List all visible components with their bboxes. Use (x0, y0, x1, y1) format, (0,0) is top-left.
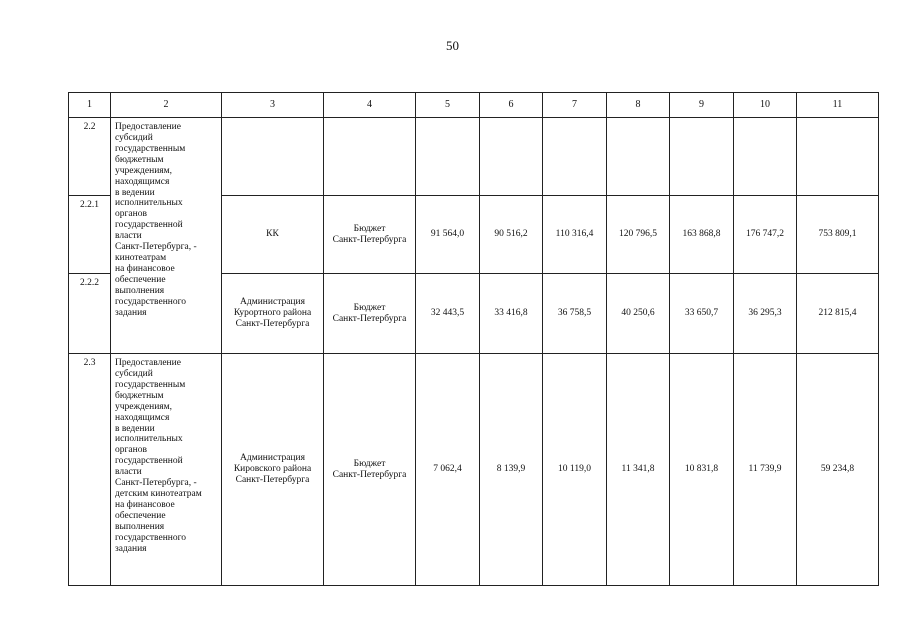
executor-cell: Администрация Кировского района Санкт-Петербурга (222, 354, 324, 586)
header-cell: 7 (543, 93, 607, 118)
value-cell: 40 250,6 (607, 274, 670, 354)
row-number: 2.2 (69, 118, 111, 196)
header-cell: 4 (324, 93, 416, 118)
value-cell: 120 796,5 (607, 196, 670, 274)
value-cell: 33 416,8 (480, 274, 543, 354)
empty-cell (324, 118, 416, 196)
header-cell: 1 (69, 93, 111, 118)
header-cell: 5 (416, 93, 480, 118)
header-cell: 3 (222, 93, 324, 118)
funding-source-cell: Бюджет Санкт-Петербурга (324, 196, 416, 274)
row-number: 2.2.2 (69, 274, 111, 354)
value-cell: 11 739,9 (734, 354, 797, 586)
value-cell: 36 295,3 (734, 274, 797, 354)
value-cell: 11 341,8 (607, 354, 670, 586)
measure-description: Предоставление субсидий государственным бюджетным учреждениям, находящимся в ведении исполнительных органов государственной власти Санкт-Петербурга, - кинотеатрам на финансовое обеспечение выполнения государственного задания (111, 118, 222, 354)
empty-cell (607, 118, 670, 196)
total-cell: 753 809,1 (797, 196, 879, 274)
empty-cell (543, 118, 607, 196)
empty-cell (734, 118, 797, 196)
value-cell: 91 564,0 (416, 196, 480, 274)
empty-cell (480, 118, 543, 196)
value-cell: 10 119,0 (543, 354, 607, 586)
value-cell: 90 516,2 (480, 196, 543, 274)
value-cell: 176 747,2 (734, 196, 797, 274)
value-cell: 163 868,8 (670, 196, 734, 274)
header-cell: 10 (734, 93, 797, 118)
header-cell: 6 (480, 93, 543, 118)
measure-description: Предоставление субсидий государственным бюджетным учреждениям, находящимся в ведении исполнительных органов государственной власти Санкт-Петербурга, - детским кинотеатрам на финансовое обеспечение выполнения государственного задания (111, 354, 222, 586)
header-cell: 9 (670, 93, 734, 118)
empty-cell (670, 118, 734, 196)
executor-cell: Администрация Курортного района Санкт-Петербурга (222, 274, 324, 354)
value-cell: 10 831,8 (670, 354, 734, 586)
empty-cell (797, 118, 879, 196)
value-cell: 110 316,4 (543, 196, 607, 274)
table-header-row (69, 93, 879, 118)
page-number: 50 (446, 38, 459, 53)
table-row (69, 354, 879, 586)
value-cell: 36 758,5 (543, 274, 607, 354)
budget-table (68, 92, 879, 586)
value-cell: 8 139,9 (480, 354, 543, 586)
total-cell: 59 234,8 (797, 354, 879, 586)
header-cell: 8 (607, 93, 670, 118)
funding-source-cell: Бюджет Санкт-Петербурга (324, 274, 416, 354)
value-cell: 7 062,4 (416, 354, 480, 586)
total-cell: 212 815,4 (797, 274, 879, 354)
header-cell: 11 (797, 93, 879, 118)
row-number: 2.3 (69, 354, 111, 586)
funding-source-cell: Бюджет Санкт-Петербурга (324, 354, 416, 586)
header-cell: 2 (111, 93, 222, 118)
executor-cell: КК (222, 196, 324, 274)
value-cell: 32 443,5 (416, 274, 480, 354)
table-row (69, 118, 879, 196)
value-cell: 33 650,7 (670, 274, 734, 354)
row-number: 2.2.1 (69, 196, 111, 274)
empty-cell (416, 118, 480, 196)
empty-cell (222, 118, 324, 196)
